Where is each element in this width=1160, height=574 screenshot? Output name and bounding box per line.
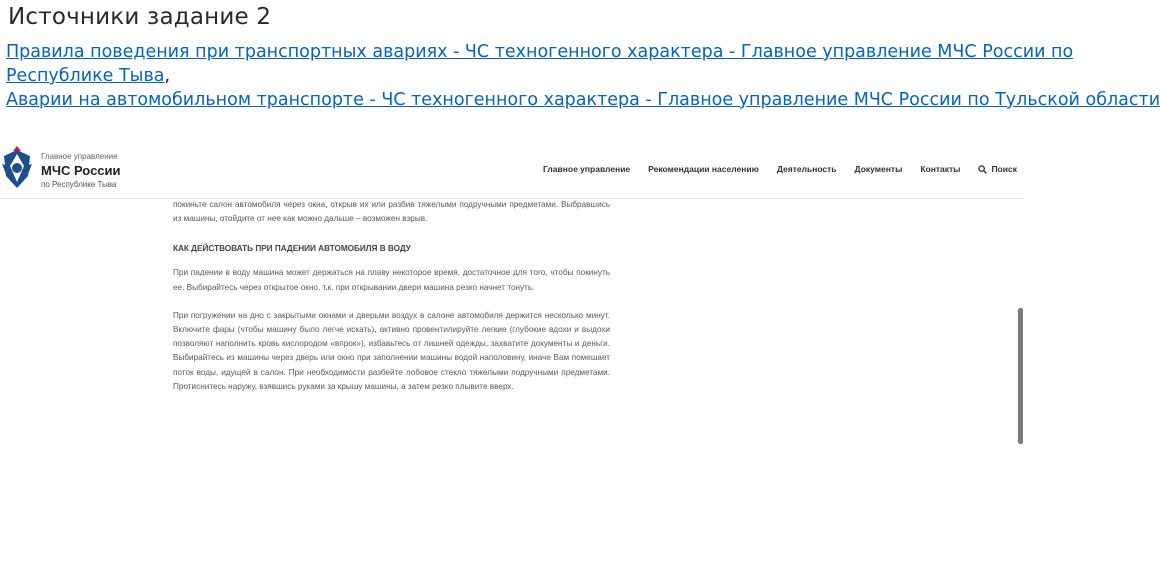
article-paragraph-1: При падении в воду машина может держаться на плаву некоторое время, достаточное для того, чтобы покинуть ее. Выбирайтесь через открытое окно, т.к. при открывании двери машина резко начнет тонуть. [173, 268, 610, 292]
nav-item-documents[interactable]: Документы [854, 164, 903, 174]
nav-item-main[interactable]: Главное управление [543, 164, 631, 174]
source-item-2 [6, 88, 1160, 112]
search-button[interactable] [978, 164, 1017, 174]
nav-item-recommendations[interactable]: Рекомендации населению [648, 164, 759, 174]
brand-region: по Республике Тыва [41, 180, 117, 189]
brand-name: МЧС России [41, 163, 121, 178]
nav-item-contacts[interactable]: Контакты [920, 164, 961, 174]
mchs-emblem-icon[interactable] [0, 146, 34, 194]
scrollbar-thumb[interactable] [1018, 308, 1023, 444]
search-icon [978, 165, 987, 174]
site-header [0, 140, 1024, 199]
brand-top-text: Главное управление [41, 152, 118, 161]
source-item-1 [6, 40, 1074, 64]
nav-item-activity[interactable]: Деятельность [776, 164, 837, 174]
article-paragraph-2: При погружении на дно с закрытыми окнами и дверьми воздух в салоне автомобиля держится несколько минут. Включите фары (чтобы машину было легче искать), активно провентилируйте легкие (глубокие вдохи и выдохи позволяют наполнить кровь кислородом «впрок»), избавьтесь от лишней одежды, захватите документы и деньги. Выбирайтесь из машины через дверь или окно при заполнении машины водой наполовину, иначе Вам помешает поток воды, идущей в салон. При необходимости разбейте лобовое стекло тяжелыми подручными предметами. Протиснитесь наружу, взявшись руками за крышу машины, а затем резко плывите вверх. [173, 310, 610, 391]
source-separator: , [164, 66, 171, 86]
source-item-1-cont [6, 64, 1022, 88]
source-link-1-cont[interactable]: Республике Тыва [6, 66, 165, 86]
search-label: Поиск [991, 164, 1017, 174]
slide-title: Источники задание 2 [8, 4, 272, 30]
website-screenshot [0, 140, 1024, 440]
site-nav [543, 164, 1017, 174]
site-brand[interactable] [41, 152, 121, 189]
source-link-2[interactable]: Аварии на автомобильном транспорте - ЧС техногенного характера - Главное управление МЧС России по Тульской области [6, 90, 1160, 110]
sources-list [6, 40, 1160, 112]
article-heading: КАК ДЕЙСТВОВАТЬ ПРИ ПАДЕНИИ АВТОМОБИЛЯ В ВОДУ [173, 244, 411, 254]
article-intro: покиньте салон автомобиля через окна, открыв их или разбив тяжелыми подручными предметами. Выбравшись из машины, отойдите от нее как можно дальше – возможен взрыв. [173, 200, 610, 224]
source-link-1[interactable]: Правила поведения при транспортных авариях - ЧС техногенного характера - Главное управление МЧС России по [6, 42, 1074, 62]
article-body [173, 198, 610, 394]
